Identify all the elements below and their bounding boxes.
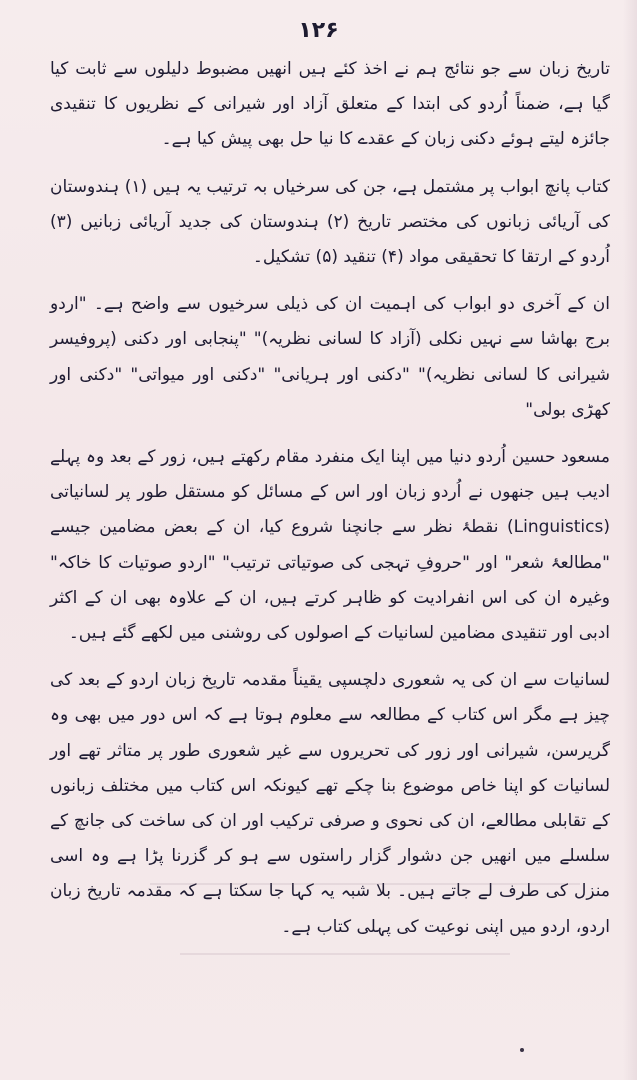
page-body (50, 52, 610, 957)
paragraph-2: کتاب پانچ ابواب پر مشتمل ہے، جن کی سرخیاں بہ ترتیب یہ ہیں (۱) ہندوستان کی آریائی زبانوں کی مختصر تاریخ (۲) ہندوستان کی جدید آریائی زبانیں (۳) اُردو کے ارتقا کا تحقیقی مواد (۴) تنقید (۵) تشکیل۔ (50, 176, 610, 268)
paragraph-5: لسانیات سے ان کی یہ شعوری دلچسپی یقیناً مقدمہ تاریخ زبان اردو کے بعد کی چیز ہے مگر اس کتاب کے مطالعہ سے معلوم ہوتا ہے کہ اس دور میں بھی وہ گریرسن، شیرانی اور زور کی تحریروں سے غیر شعوری طور پر متاثر تھے اور لسانیات کو اپنا خاص موضوع بنا چکے تھے کیونکہ اس کتاب میں مختلف زبانوں کے تقابلی مطالعے، ان کی نحوی و صرفی ترکیب اور ان کی ساخت کی جانچ کے سلسلے میں انھیں جن دشوار گزار راستوں سے ہو کر گزرنا پڑا ہے وہ اسی منزل کی طرف لے جاتے ہیں۔ بلا شبہ یہ کہا جا سکتا ہے کہ مقدمہ تاریخ زبان اردو، اردو میں اپنی نوعیت کی پہلی کتاب ہے۔ (50, 670, 610, 937)
bleed-through-line (150, 883, 580, 885)
bleed-through-line (180, 953, 510, 955)
ink-speck (520, 1048, 524, 1052)
paragraph-3: ان کے آخری دو ابواب کی اہمیت ان کی ذیلی سرخیوں سے واضح ہے۔ "اردو برج بھاشا سے نہیں نکلی (آزاد کا لسانی نظریہ)" "پنجابی اور دکنی (پروفیسر شیرانی کا لسانی نظریہ)" "دکنی اور ہریانی" "دکنی اور میواتی" "دکنی اور کھڑی بولی" (50, 294, 610, 420)
page-edge-shadow (623, 0, 637, 1080)
paragraph-1: تاریخ زبان سے جو نتائج ہم نے اخذ کئے ہیں انھیں مضبوط دلیلوں سے ثابت کیا گیا ہے، ضمناً اُردو کی ابتدا کے متعلق آزاد اور شیرانی کے نظریوں کا تنقیدی جائزہ لیتے ہوئے دکنی زبان کے عقدے کا نیا حل بھی پیش کیا ہے۔ (50, 59, 610, 150)
page-number: ۱۲۶ (298, 18, 339, 43)
paragraph-4: مسعود حسین اُردو دنیا میں اپنا ایک منفرد مقام رکھتے ہیں، زور کے بعد وہ پہلے ادیب ہیں جنھوں نے اُردو زبان اور اس کے مسائل کو مستقل طور پر لسانیاتی (Linguistics) نقطۂ نظر سے جانچنا شروع کیا، ان کے بعض مضامین جیسے "مطالعۂ شعر" اور "حروفِ تہجی کی صوتیاتی ترتیب" "اردو صوتیات کا خاکہ" وغیرہ ان کی اس انفرادیت کو ظاہر کرتے ہیں، ان کے علاوہ بھی ان کے اکثر ادبی اور تنقیدی مضامین لسانیات کے اصولوں کی روشنی میں لکھے گئے ہیں۔ (50, 447, 610, 644)
